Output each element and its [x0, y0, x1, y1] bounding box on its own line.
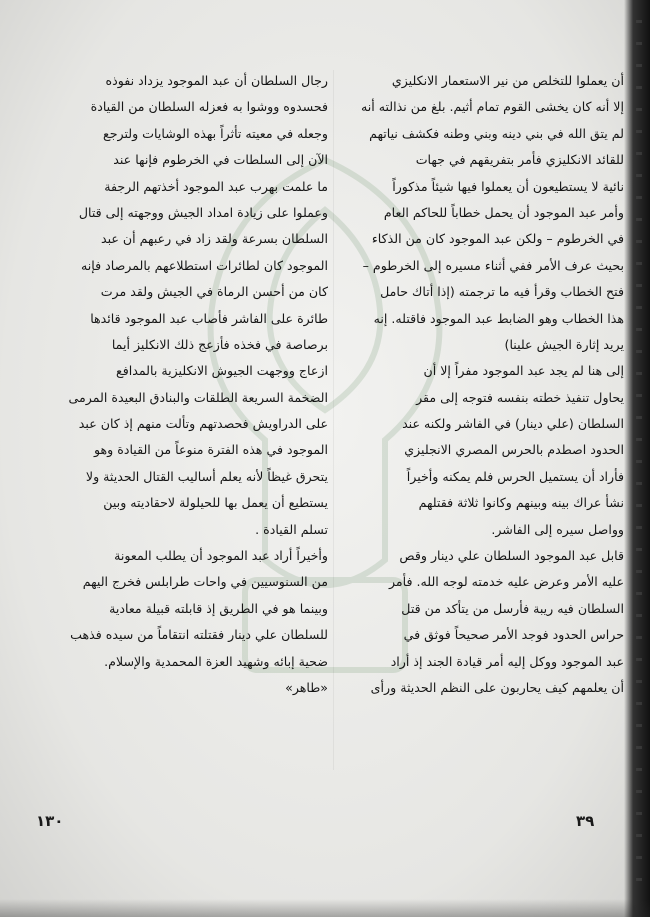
page-number-right: ٣٩: [576, 812, 595, 830]
text-line: وعملوا على زيادة امداد الجيش ووجهته إلى قتال: [78, 204, 328, 220]
text-line: للقائد الانكليزي فأمر بتفريقهم في جهات: [415, 152, 624, 168]
text-line: ازعاج ووجهت الجيوش الانكليزية بالمدافع: [116, 363, 328, 379]
text-line: يتحرق غيظاً لأنه يعلم أساليب القتال الحديثة ولا: [85, 468, 328, 484]
text-line: فأراد أن يستميل الحرس فلم يمكنه وأخيراً: [406, 468, 624, 484]
text-line: عبد الموجود ووكل إليه أمر قيادة الجند إذ أراد: [390, 653, 624, 669]
text-line: تسلم القيادة .: [255, 521, 328, 537]
text-line: الحدود اصطدم بالحرس المصري الانجليزي: [404, 442, 624, 458]
text-line: وبينما هو في الطريق إذ قابلته قبيلة معادية: [109, 600, 328, 616]
text-line: السلطان (علي دينار) في الفاشر ولكنه عند: [402, 416, 624, 432]
text-line: أن يعملوا للتخلص من نير الاستعمار الانكليزي: [391, 73, 624, 88]
text-line: للسلطان علي دينار فقتلته انتقاماً من سيده فذهب: [70, 627, 328, 643]
text-line: على الدراويش فحصدتهم وتألت منهم إذ كان عبد: [78, 416, 328, 432]
binding-stitches: [636, 20, 642, 900]
text-line: إلا أنه كان يخشى القوم تمام أثيم. بلغ من نذالته أنه: [360, 99, 624, 115]
text-line: نشأ عراك بينه وبينهم وكانوا ثلاثة فقتلهم: [418, 495, 624, 511]
text-line: وأمر عبد الموجود أن يحمل خطاباً للحاكم العام: [383, 204, 624, 220]
text-line: حراس الحدود فوجد الأمر صحيحاً فوثق في: [403, 627, 624, 643]
text-line: وأخيراً أراد عبد الموجود أن يطلب المعونة: [114, 548, 328, 564]
text-line: فحسدوه ووشوا به فعزله السلطان من القيادة: [90, 99, 328, 115]
text-line: يستطيع أن يعمل بها للحيلولة لاحقاديته وبين: [103, 495, 328, 511]
text-line: الآن إلى السلطات في الخرطوم فإنها عند: [113, 152, 328, 168]
text-line: إلى هنا لم يجد عبد الموجود مفراً إلا أن: [423, 363, 624, 379]
text-line: الضخمة السريعة الطلقات والبنادق البعيدة المرمى: [68, 389, 328, 405]
text-line: وجعله في معيته تأثراً بهذه الوشايات ولترجع: [103, 125, 328, 141]
text-line: أن يعلمهم كيف يحاربون على النظم الحديثة ورأى: [370, 679, 624, 695]
text-line: فتح الخطاب وقرأ فيه ما ترجمته (إذا أتاك حامل: [380, 284, 624, 300]
text-line: كان من أحسن الرماة في الجيش ولقد مرت: [100, 284, 328, 300]
text-line: هذا الخطاب وهو الضابط عبد الموجود فاقتله. إنه: [373, 310, 624, 326]
text-line: من السنوسيين في واحات طرابلس فخرج اليهم: [82, 574, 328, 590]
column-divider: [333, 70, 334, 770]
author-signature: «طاهر»: [285, 679, 328, 695]
text-line: عليه الأمر وعرض عليه خدمته لوجه الله. فأمر: [388, 574, 624, 590]
bottom-edge-shadow: [0, 899, 650, 917]
text-line: رجال السلطان أن عبد الموجود يزداد نفوذه: [105, 73, 328, 88]
text-line: طائرة على الفاشر فأصاب عبد الموجود قائدها: [90, 310, 328, 326]
text-line: لم يتق الله في بني دينه وبني وطنه فكشف نياتهم: [369, 125, 624, 141]
text-line: الموجود كان لطائرات استطلاعهم بالمرصاد فإنه: [81, 257, 328, 273]
text-line: يريد إثارة الجيش علينا): [504, 336, 624, 352]
text-line: يحاول تنفيذ خطته بنفسه فتوجه إلى مقر: [416, 389, 624, 405]
left-text-column: [43, 68, 328, 701]
text-line: ضحية إبائه وشهيد العزة المحمدية والإسلام.: [104, 653, 328, 669]
text-line: بحيث عرف الأمر ففي أثناء مسيره إلى الخرطوم –: [362, 257, 624, 273]
text-line: نائية لا يستطيعون أن يعملوا فيها شيئاً مذكوراً: [392, 178, 624, 194]
text-line: السلطان فيه ريبة فأرسل من يتأكد من قتل: [401, 600, 624, 616]
text-line: ما علمت بهرب عبد الموجود أخذتهم الرجفة: [104, 178, 328, 194]
text-line: برصاصة في فخذه فأزعج ذلك الانكليز أيما: [111, 336, 328, 352]
text-line: وواصل سيره إلى الفاشر.: [491, 521, 624, 537]
text-line: في الخرطوم – ولكن عبد الموجود كان من الذكاء: [371, 231, 624, 247]
right-text-column: [338, 68, 624, 701]
text-line: الموجود في هذه الفترة منوعاً من القيادة وهو: [94, 442, 328, 458]
text-line: السلطان بسرعة ولقد زاد في رعبهم أن عبد: [101, 231, 328, 247]
text-line: قابل عبد الموجود السلطان علي دينار وقص: [399, 548, 624, 564]
page-number-left: ١٣٠: [36, 812, 64, 830]
